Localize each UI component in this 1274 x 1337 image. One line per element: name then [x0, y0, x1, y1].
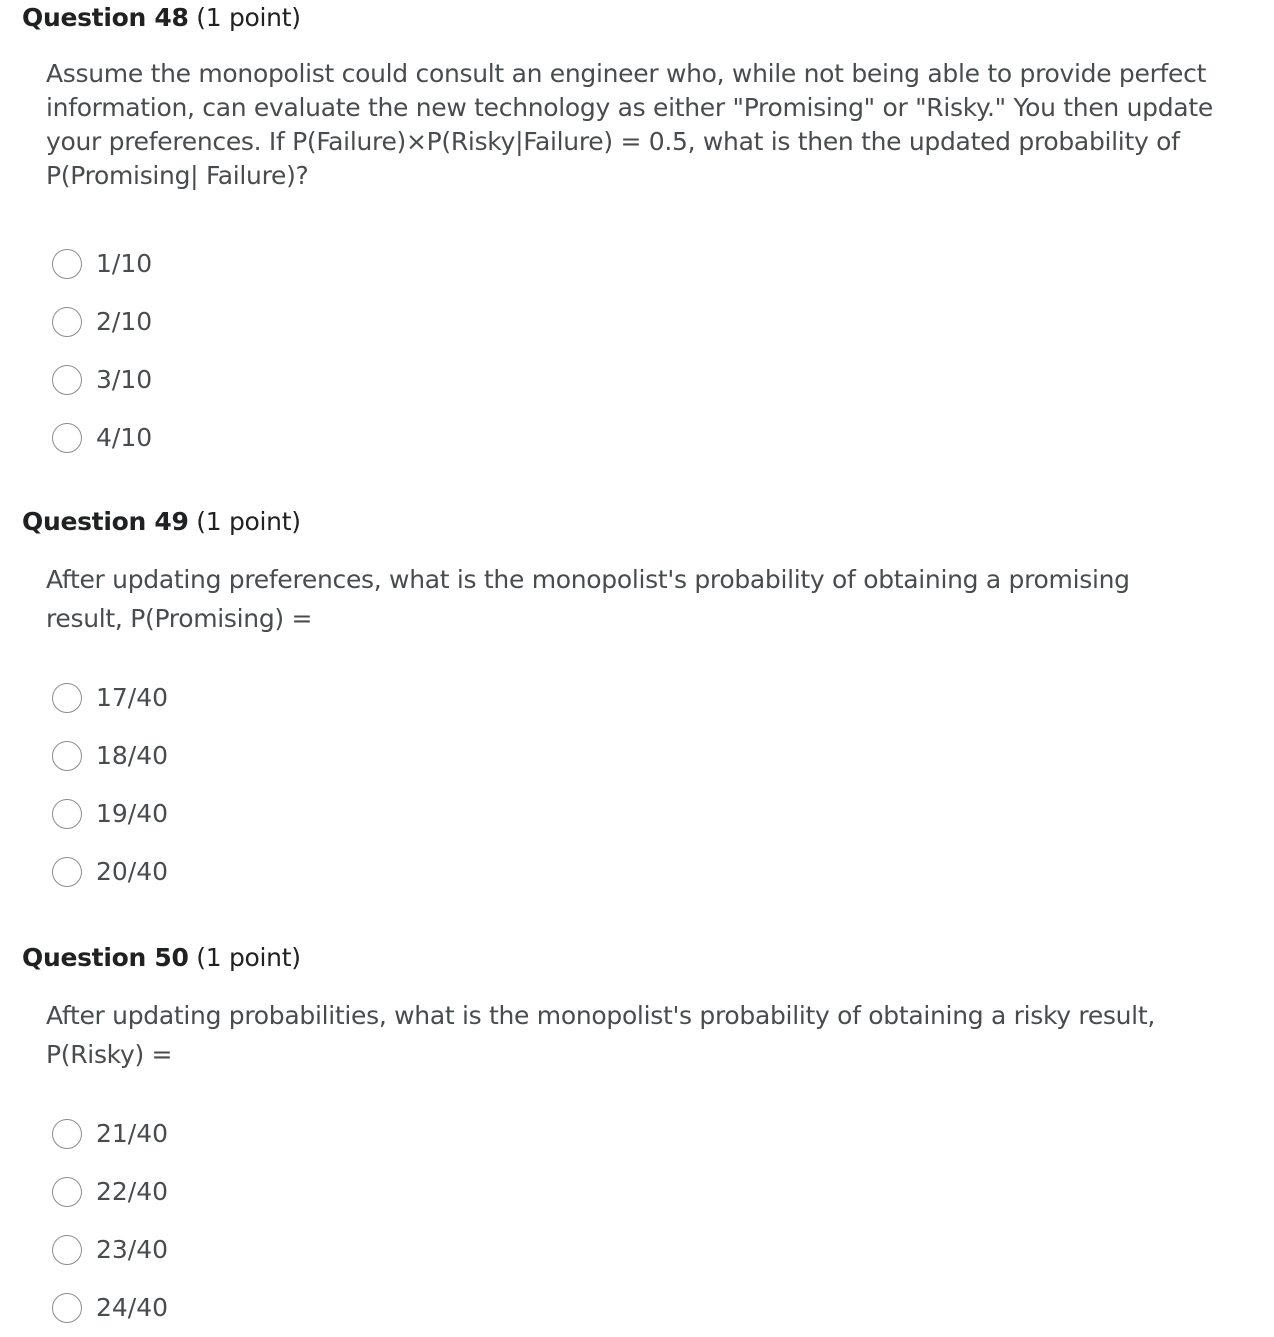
- question-points: (1 point): [196, 507, 301, 536]
- question-title: Question 49: [22, 507, 189, 536]
- answer-option[interactable]: [52, 1279, 168, 1337]
- answer-option-label: 22/40: [96, 1177, 169, 1206]
- answer-option[interactable]: [52, 1163, 168, 1221]
- answer-option[interactable]: [52, 293, 152, 351]
- answer-options: [52, 669, 168, 901]
- answer-option-label: 4/10: [96, 423, 153, 452]
- radio-button[interactable]: [52, 1177, 82, 1207]
- question-header: [22, 3, 301, 33]
- answer-option-label: 18/40: [96, 741, 169, 770]
- answer-option[interactable]: [52, 409, 152, 467]
- answer-option[interactable]: [52, 351, 152, 409]
- question-text: After updating preferences, what is the monopolist's probability of obtaining a promising result, P(Promising) =: [46, 565, 1130, 633]
- question-title: Question 50: [22, 943, 189, 972]
- radio-button[interactable]: [52, 307, 82, 337]
- question-text: Assume the monopolist could consult an engineer who, while not being able to provide perfect information, can evaluate the new technology as either "Promising" or "Risky." You then update your preferences. If P(Failure)×P(Risky|Failure) = 0.5, what is then the updated probability of P(Promising| Failure)?: [46, 59, 1213, 190]
- radio-button[interactable]: [52, 365, 82, 395]
- answer-options: [52, 1105, 168, 1337]
- answer-option-label: 2/10: [96, 307, 153, 336]
- answer-option[interactable]: [52, 235, 152, 293]
- question-title: Question 48: [22, 3, 189, 32]
- radio-button[interactable]: [52, 799, 82, 829]
- answer-option-label: 20/40: [96, 857, 169, 886]
- answer-option[interactable]: [52, 727, 168, 785]
- radio-button[interactable]: [52, 1293, 82, 1323]
- answer-option[interactable]: [52, 785, 168, 843]
- answer-option-label: 17/40: [96, 683, 169, 712]
- answer-option-label: 3/10: [96, 365, 153, 394]
- answer-option-label: 1/10: [96, 249, 153, 278]
- question-points: (1 point): [196, 943, 301, 972]
- question-points: (1 point): [196, 3, 301, 32]
- radio-button[interactable]: [52, 741, 82, 771]
- answer-option[interactable]: [52, 1105, 168, 1163]
- answer-option[interactable]: [52, 1221, 168, 1279]
- answer-option-label: 24/40: [96, 1293, 169, 1322]
- radio-button[interactable]: [52, 683, 82, 713]
- answer-option[interactable]: [52, 669, 168, 727]
- answer-options: [52, 235, 152, 467]
- answer-option-label: 21/40: [96, 1119, 169, 1148]
- answer-option[interactable]: [52, 843, 168, 901]
- answer-option-label: 23/40: [96, 1235, 169, 1264]
- answer-option-label: 19/40: [96, 799, 169, 828]
- question-header: [22, 507, 301, 537]
- radio-button[interactable]: [52, 249, 82, 279]
- question-text: After updating probabilities, what is the monopolist's probability of obtaining a risky result, P(Risky) =: [46, 1001, 1155, 1069]
- question-header: [22, 943, 301, 973]
- radio-button[interactable]: [52, 1119, 82, 1149]
- radio-button[interactable]: [52, 423, 82, 453]
- radio-button[interactable]: [52, 1235, 82, 1265]
- radio-button[interactable]: [52, 857, 82, 887]
